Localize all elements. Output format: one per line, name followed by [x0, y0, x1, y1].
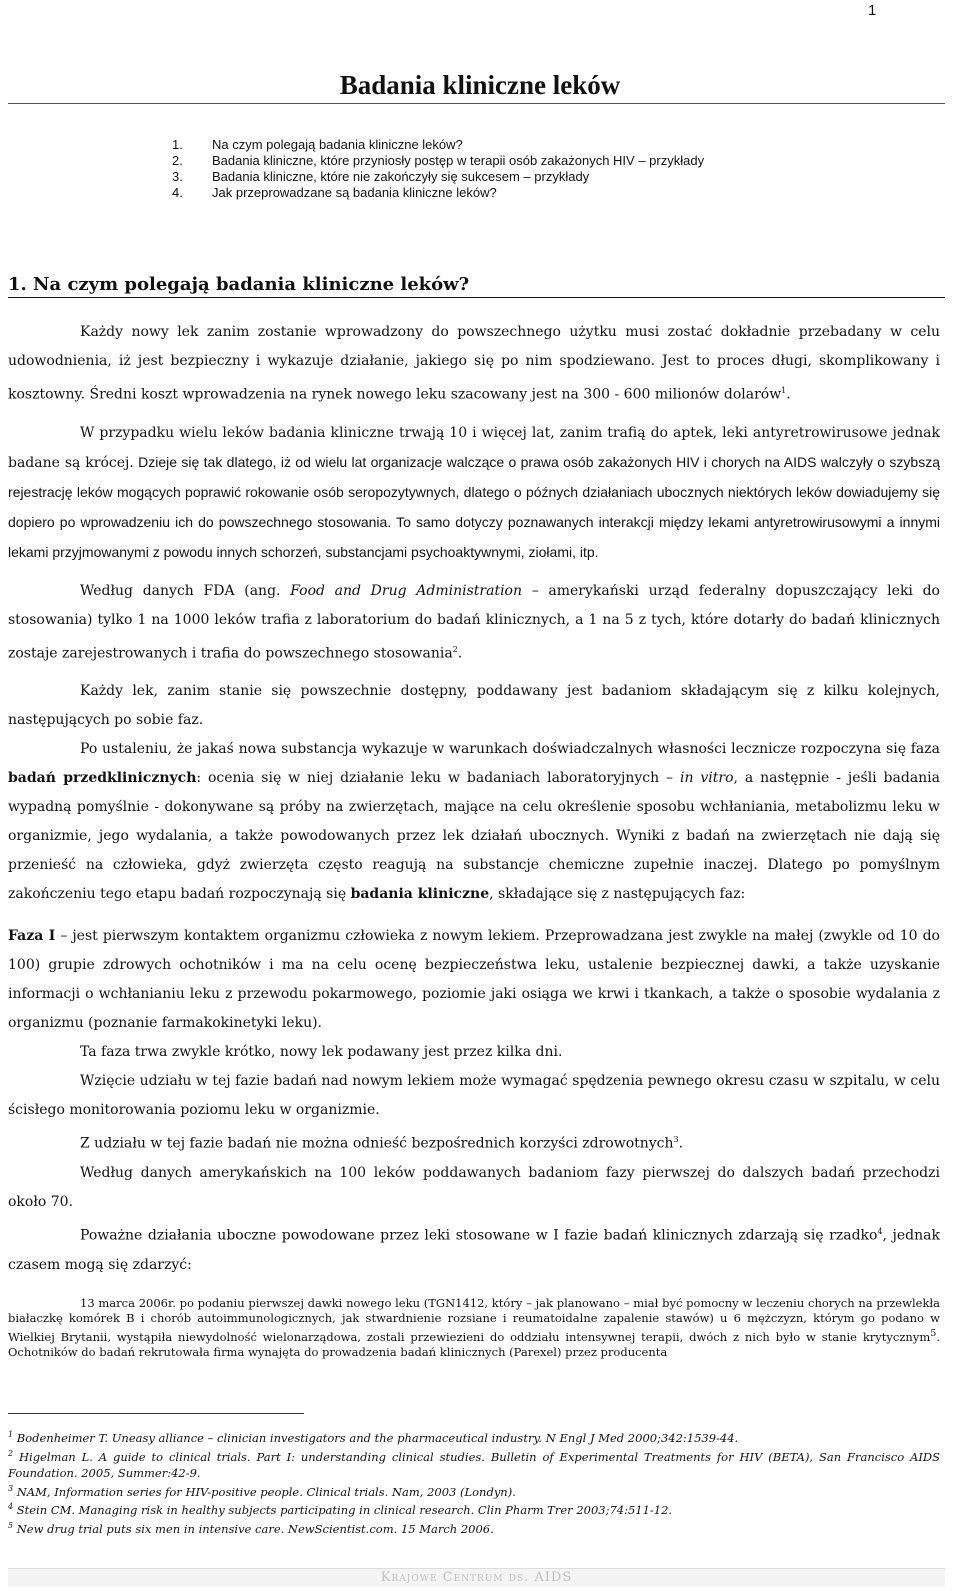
toc-item: [172, 169, 704, 185]
italic-term: in vitro: [679, 770, 734, 787]
paragraph-text: – amerykański urząd federalny dopuszczający leki do stosowania) tylko 1 na 1000 leków trafia z laboratorium do badań klinicznych, a 1 na 5 z tych, które dotarły do badań klinicznych zostaje zarejestrowanych i trafia do powszechnego stosowania: [8, 582, 940, 662]
table-of-contents: [172, 137, 704, 201]
footnote-ref: 2: [452, 644, 458, 654]
footnote-text: Stein CM. Managing risk in healthy subjects participating in clinical research. Clin Pharm Trer 2003;74:511-12.: [13, 1503, 673, 1518]
paragraph-text: Poważne działania uboczne powodowane przez leki stosowane w I fazie badań klinicznych zdarzają się rzadko: [80, 1227, 878, 1244]
paragraph-text: Dzieje się tak dlatego, iż od wielu lat organizacje walczące o prawa osób zakażonych HIV i chorych na AIDS walczyły o szybszą rejestrację leków mogących poprawić rokowanie osób seropozytywnych, dlatego o późnych działaniach ubocznych niektórych leków dowiadujemy się dopiero po wprowadzeniu ich do powszechnego stosowania. To samo dotyczy poznawanych interakcji między lekami antyretrowirusowymi a innymi lekami przyjmowanymi z powodu innych schorzeń, substancjami psychoaktywnymi, ziołami, itp.: [8, 453, 940, 560]
footnote: [8, 1518, 940, 1537]
footnotes: [8, 1427, 940, 1537]
page-number: 1: [868, 2, 877, 19]
footnote-number: 2: [8, 1448, 14, 1458]
toc-item-number: 4.: [172, 185, 183, 200]
footnote: [8, 1427, 940, 1446]
paragraph-statistics: Według danych amerykańskich na 100 leków poddawanych badaniom fazy pierwszej do dalszych badań przechodzi około 70.: [8, 1164, 940, 1210]
footnote-ref: 1: [781, 386, 787, 395]
paragraph-no-benefit: [8, 1125, 940, 1159]
footnote-text: New drug trial puts six men in intensive care. NewScientist.com. 15 March 2006.: [13, 1522, 494, 1537]
paragraph-fda: [8, 577, 940, 669]
bold-term: badania kliniczne: [350, 886, 490, 903]
toc-item-number: 3.: [172, 169, 183, 184]
toc-item: [172, 153, 704, 169]
paragraph-text: 13 marca 2006r. po podaniu pierwszej dawki nowego leku (TGN1412, który – jak planowano – miał być pomocny w leczeniu chorych na przewlekła białaczkę komórek B i chorób autoimmunologicznych, jak stwardnienie rozsiane i reumatoidalne zapalenie stawów) u 6 mężczyzn, którym go podano w Wielkiej Brytanii, wystąpiła niewydolność wielonarządowa, zostali przewiezieni do oddziału intensywnej terapii, dwóch z nich było w stanie krytycznym: [8, 1296, 940, 1344]
paragraph-preclinical: [8, 735, 940, 909]
bold-term: Faza I: [8, 928, 56, 945]
paragraph-text: Każdy nowy lek zanim zostanie wprowadzony do powszechnego użytku musi zostać dokładnie przebadany w celu udowodnienia, iż jest bezpieczny i wykazuje działanie, jakiego się po nim spodziewano. Jest to proces długi, skomplikowany i kosztowny. Średni koszt wprowadzenia na rynek nowego leku szacowany jest na 300 - 600 milionów dolarów: [8, 324, 940, 403]
paragraph-cost: [8, 318, 940, 410]
paragraph-duration: [8, 419, 940, 568]
footer-organization: Krajowe Centrum ds. AIDS: [380, 1570, 573, 1585]
footnote-ref: 5: [930, 1328, 937, 1339]
paragraph-text: – jest pierwszym kontaktem organizmu człowieka z nowym lekiem. Przeprowadzana jest zwykle na małej (zwykle od 10 do 100) grupie zdrowych ochotników i ma na celu ocenę bezpieczeństwa leku, ustalenie bezpiecznej dawki, a także uzyskanie informacji o wchłanianiu leku z przewodu pokarmowego, poziomie jaki osiąga we krwi i tkankach, a także o sposobie wydalania z organizmu (poznanie farmakokinetyki leku).: [8, 928, 940, 1032]
paragraph-text: . Ochotników do badań rekrutowała firma wynajęta do prowadzenia badań klinicznych (Parexel) przez producenta: [8, 1329, 940, 1359]
footnote-ref: 3: [673, 1135, 679, 1145]
case-report: [8, 1296, 940, 1360]
footnote-text: NAM, Information series for HIV-positive people. Clinical trials. Nam, 2003 (Londyn).: [13, 1484, 516, 1499]
footnote: [8, 1481, 940, 1500]
paragraph-phase-duration: Ta faza trwa zwykle krótko, nowy lek podawany jest przez kilka dni.: [80, 1044, 563, 1061]
paragraph-text: W przypadku wielu leków badania kliniczne trwają 10 i więcej lat, zanim trafią do aptek, leki antyretrowirusowe jednak badane są krócej.: [8, 424, 940, 471]
section-heading: 1. Na czym polegają badania kliniczne leków?: [8, 274, 945, 298]
paragraph-text: , składające się z następujących faz:: [489, 886, 746, 903]
paragraph-text: Według danych FDA (ang.: [80, 582, 291, 599]
paragraph-side-effects: [8, 1217, 940, 1280]
paragraph-hospital: Wzięcie udziału w tej fazie badań nad nowym lekiem może wymagać spędzenia pewnego okresu czasu w szpitalu, w celu ścisłego monitorowania poziomu leku w organizmie.: [8, 1073, 940, 1119]
footnote: [8, 1446, 940, 1481]
toc-item-text: Jak przeprowadzane są badania kliniczne leków?: [212, 185, 497, 200]
body-text: [8, 318, 940, 1280]
footnote-text: Bodenheimer T. Uneasy alliance – clinician investigators and the pharmaceutical industry. N Engl J Med 2000;342:1539-44.: [13, 1430, 739, 1445]
footnote-number: 1: [8, 1430, 14, 1439]
footnote-number: 5: [8, 1521, 14, 1531]
paragraph-text: .: [457, 645, 463, 662]
toc-item-number: 2.: [172, 153, 183, 168]
document-title: Badania kliniczne leków: [339, 70, 621, 100]
footnote-number: 3: [8, 1483, 14, 1493]
toc-item: [172, 185, 704, 201]
footnote-text: Higelman L. A guide to clinical trials. Part I: understanding clinical studies. Bulletin of Experimental Treatments for HIV (BETA), San Francisco AIDS Foundation. 2005, Summer:42-9.: [8, 1449, 940, 1480]
footnote: [8, 1499, 940, 1518]
header-rule: [8, 103, 945, 104]
toc-item-text: Badania kliniczne, które nie zakończyły się sukcesem – przykłady: [212, 169, 590, 184]
paragraph-text: : ocenia się w niej działanie leku w badaniach laboratoryjnych –: [196, 770, 680, 787]
footnote-ref: 4: [877, 1226, 883, 1236]
toc-item-text: Badania kliniczne, które przyniosły postęp w terapii osób zakażonych HIV – przykłady: [212, 153, 705, 168]
paragraph-text: Z udziału w tej fazie badań nie można odnieść bezpośrednich korzyści zdrowotnych: [80, 1135, 674, 1152]
bold-term: badań przedklinicznych: [8, 770, 197, 787]
toc-item: [172, 137, 704, 153]
paragraph-text: , a następnie - jeśli badania wypadną pomyślnie - dokonywane są próby na zwierzętach, mające na celu określenie sposobu wchłaniania, metabolizmu leku w organizmie, jego wydalania, a także powodowanych przez lek działań ubocznych. Wyniki z badań na zwierzętach nie dają się przenieść na człowieka, gdyż zwierzęta często reagują na substancje chemiczne zupełnie inaczej. Dlatego po pomyślnym zakończeniu tego etapu badań rozpoczynają się: [8, 770, 941, 903]
footnote-number: 4: [8, 1502, 14, 1512]
page-footer: [8, 1568, 945, 1587]
paragraph-text: Po ustaleniu, że jakaś nowa substancja wykazuje w warunkach doświadczalnych własności lecznicze rozpoczyna się faza: [80, 741, 940, 758]
paragraph-phase-one: [8, 922, 940, 1038]
paragraph-text: , jednak czasem mogą się zdarzyć:: [8, 1227, 940, 1273]
paragraph-tgn1412: [8, 1296, 940, 1360]
paragraph-text: .: [678, 1135, 684, 1152]
footnote-separator: [8, 1413, 304, 1414]
paragraph-text: .: [786, 386, 791, 403]
italic-term: Food and Drug Administration: [290, 582, 522, 599]
paragraph-phases-intro: Każdy lek, zanim stanie się powszechnie dostępny, poddawany jest badaniom składającym się z kilku kolejnych, następujących po sobie faz.: [8, 683, 940, 729]
toc-item-text: Na czym polegają badania kliniczne leków?: [212, 137, 463, 152]
toc-item-number: 1.: [172, 137, 183, 152]
